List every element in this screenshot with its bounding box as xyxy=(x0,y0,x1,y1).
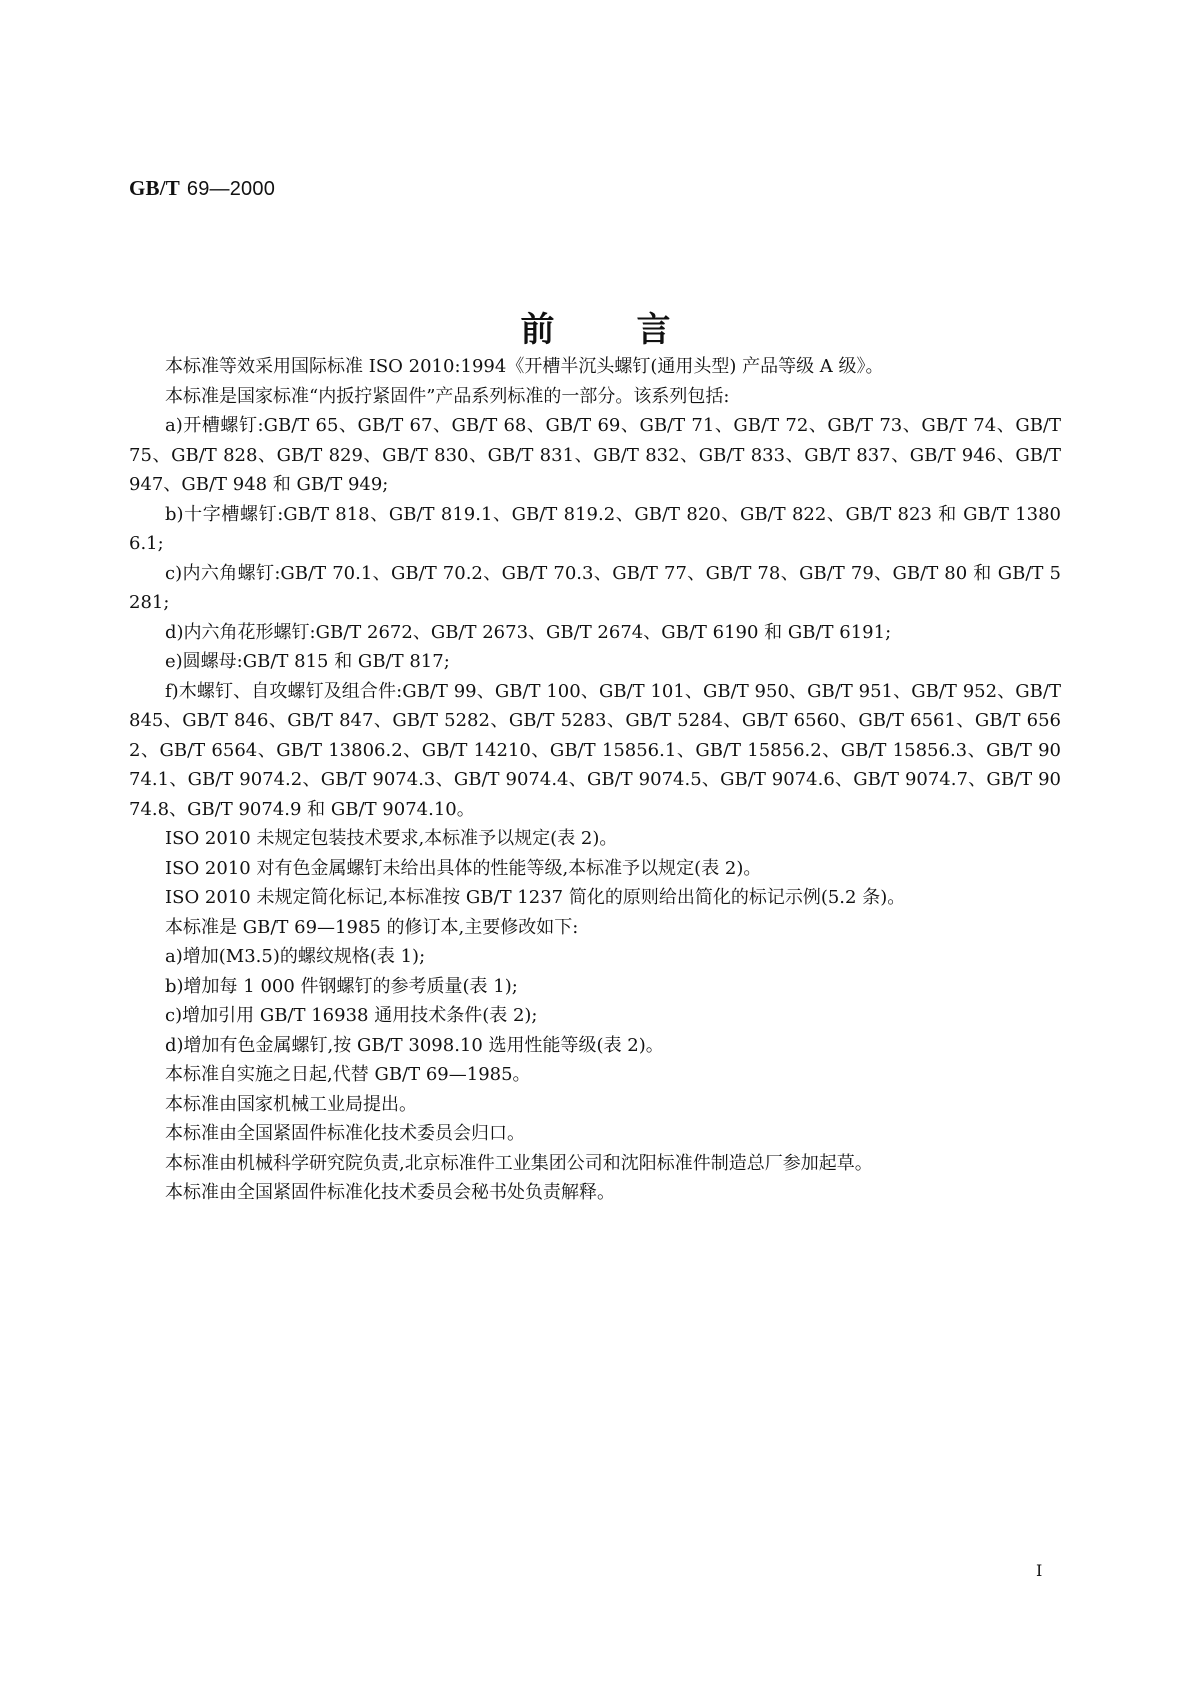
list-item-hexagon-socket-screws: c)内六角螺钉:GB/T 70.1、GB/T 70.2、GB/T 70.3、GB/T 77、GB/T 78、GB/T 79、GB/T 80 和 GB/T 5281; xyxy=(129,562,1061,613)
section-title xyxy=(0,302,1191,351)
paragraph-revision-intro: 本标准是 GB/T 69—1985 的修订本,主要修改如下: xyxy=(165,916,579,938)
document-code-number: 69—2000 xyxy=(186,178,276,200)
list-item-wood-tapping-screws: f)木螺钉、自攻螺钉及组合件:GB/T 99、GB/T 100、GB/T 101、GB/T 950、GB/T 951、GB/T 952、GB/T 845、GB/T 846、GB/T 847、GB/T 5282、GB/T 5283、GB/T 5284、GB/T 6560、GB/T 6561、GB/T 6562、GB/T 6564、GB/T 13806.2、GB/T 14210、GB/T 15856.1、GB/T 15856.2、GB/T 15856.3、GB/T 9074.1、GB/T 9074.2、GB/T 9074.3、GB/T 9074.4、GB/T 9074.5、GB/T 9074.6、GB/T 9074.7、GB/T 9074.8、GB/T 9074.9 和 GB/T 9074.10。 xyxy=(129,680,1061,820)
paragraph-interpreted-by: 本标准由全国紧固件标准化技术委员会秘书处负责解释。 xyxy=(165,1182,615,1203)
list-item-cross-recessed-screws: b)十字槽螺钉:GB/T 818、GB/T 819.1、GB/T 819.2、GB/T 820、GB/T 822、GB/T 823 和 GB/T 13806.1; xyxy=(129,503,1061,554)
list-item-change-d: d)增加有色金属螺钉,按 GB/T 3098.10 选用性能等级(表 2)。 xyxy=(165,1034,664,1056)
list-item-hexalobular-screws: d)内六角花形螺钉:GB/T 2672、GB/T 2673、GB/T 2674、GB/T 6190 和 GB/T 6191; xyxy=(165,621,892,643)
foreword-body xyxy=(129,352,1061,1208)
document-code-prefix: GB/T xyxy=(129,176,180,200)
paragraph-property-class: ISO 2010 对有色金属螺钉未给出具体的性能等级,本标准予以规定(表 2)。 xyxy=(165,857,762,879)
page-number: I xyxy=(1036,1561,1043,1580)
section-title-char-2: 言 xyxy=(636,310,671,350)
list-item-change-c: c)增加引用 GB/T 16938 通用技术条件(表 2); xyxy=(165,1005,538,1026)
list-item-change-a: a)增加(M3.5)的螺纹规格(表 1); xyxy=(165,946,426,967)
paragraph-packaging: ISO 2010 未规定包装技术要求,本标准予以规定(表 2)。 xyxy=(165,828,618,849)
paragraph-designation: ISO 2010 未规定简化标记,本标准按 GB/T 1237 简化的原则给出简化的标记示例(5.2 条)。 xyxy=(165,887,906,908)
list-item-slotted-screws: a)开槽螺钉:GB/T 65、GB/T 67、GB/T 68、GB/T 69、GB/T 71、GB/T 72、GB/T 73、GB/T 74、GB/T 75、GB/T 828、GB/T 829、GB/T 830、GB/T 831、GB/T 832、GB/T 833、GB/T 837、GB/T 946、GB/T 947、GB/T 948 和 GB/T 949; xyxy=(129,415,1061,495)
list-item-change-b: b)增加每 1 000 件钢螺钉的参考质量(表 1); xyxy=(165,975,518,997)
document-code xyxy=(129,176,275,201)
paragraph-centralized-by: 本标准由全国紧固件标准化技术委员会归口。 xyxy=(165,1123,525,1144)
list-item-round-nuts: e)圆螺母:GB/T 815 和 GB/T 817; xyxy=(165,651,450,672)
section-title-char-1: 前 xyxy=(520,310,555,350)
paragraph-adoption: 本标准等效采用国际标准 ISO 2010:1994《开槽半沉头螺钉(通用头型) 产品等级 A 级》。 xyxy=(165,356,884,377)
paragraph-replaces: 本标准自实施之日起,代替 GB/T 69—1985。 xyxy=(165,1064,531,1085)
paragraph-drafted-by: 本标准由机械科学研究院负责,北京标准件工业集团公司和沈阳标准件制造总厂参加起草。 xyxy=(165,1152,873,1174)
paragraph-proposed-by: 本标准由国家机械工业局提出。 xyxy=(165,1093,417,1115)
paragraph-series-intro: 本标准是国家标准“内扳拧紧固件”产品系列标准的一部分。该系列包括: xyxy=(165,385,730,407)
